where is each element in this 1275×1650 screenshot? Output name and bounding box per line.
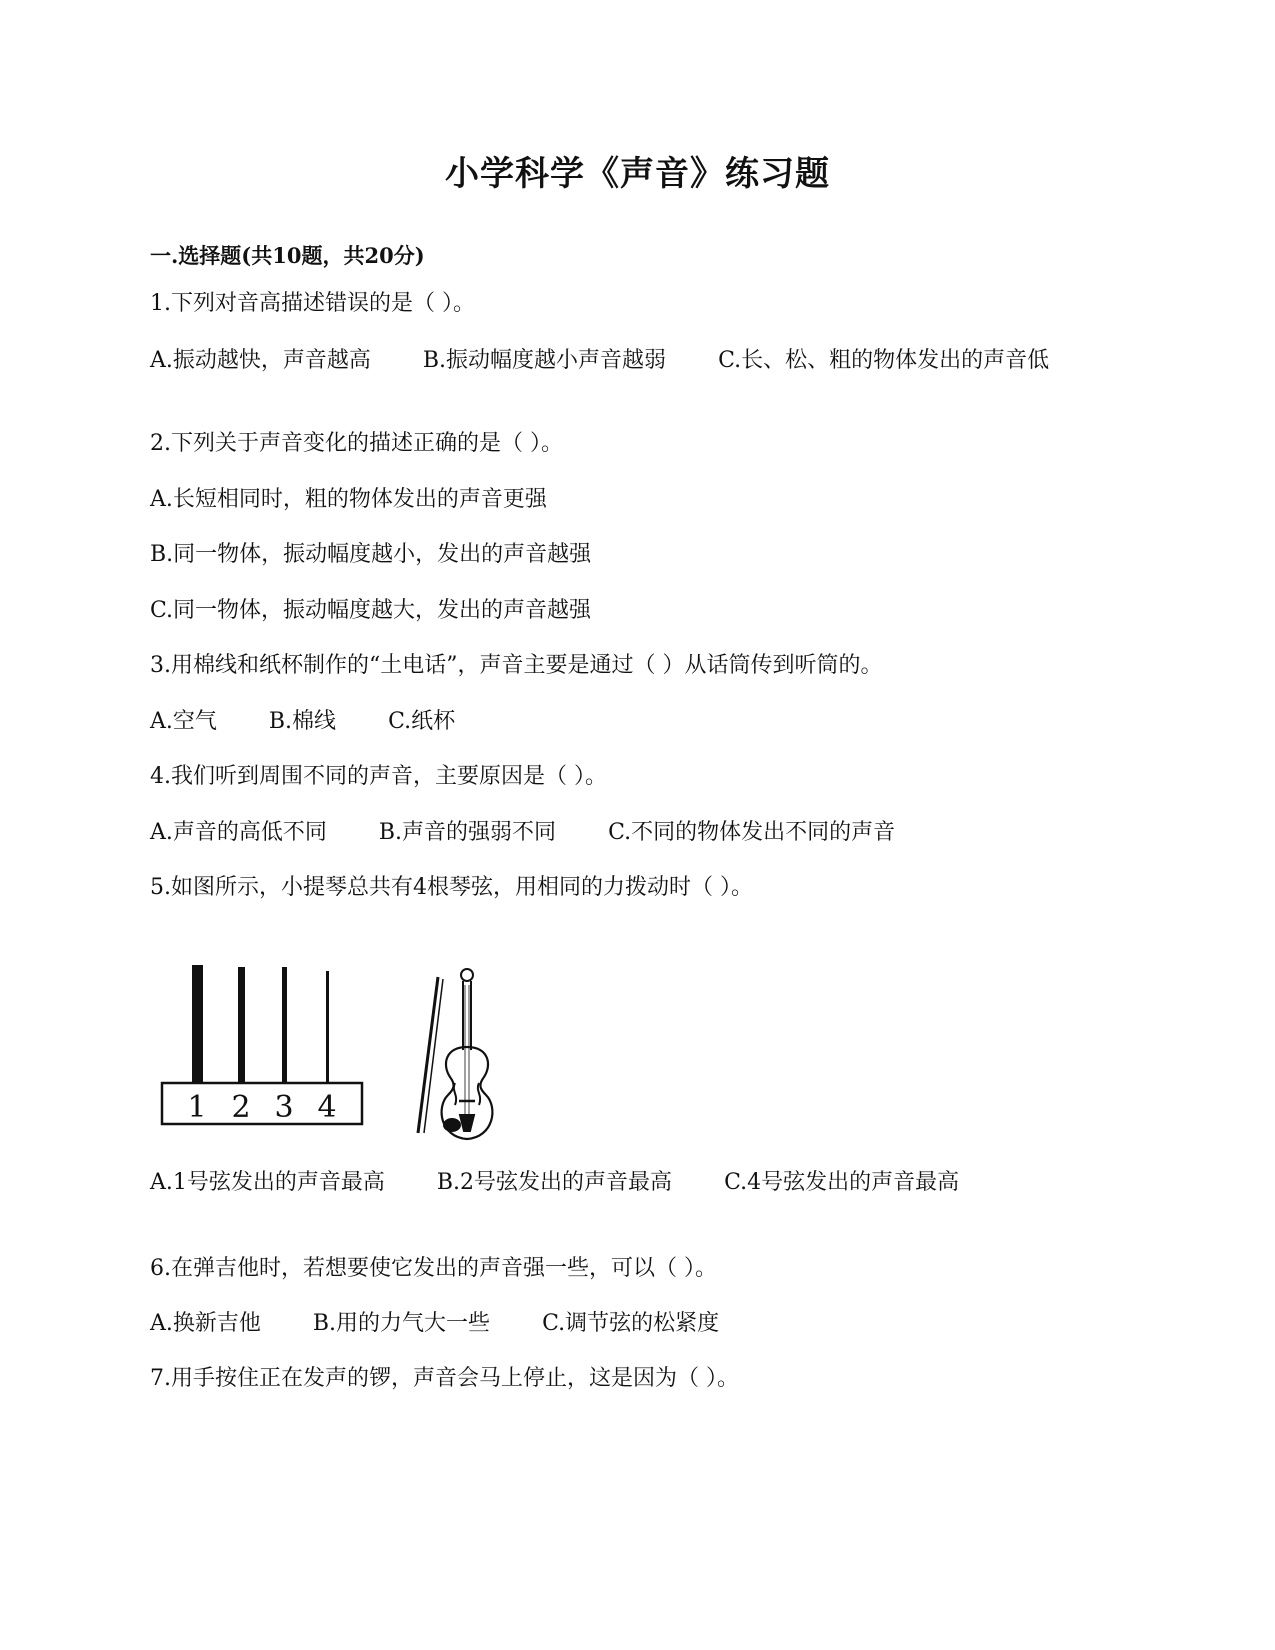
- question-5-figure: [160, 965, 540, 1165]
- string-4: [326, 971, 329, 1083]
- question-3-options: [150, 706, 455, 737]
- question-4-stem: 4.我们听到周围不同的声音，主要原因是（ ）。: [150, 764, 607, 789]
- question-1-option-b: B.振动幅度越小声音越弱: [422, 348, 667, 373]
- question-6-option-a: A.换新吉他: [150, 1311, 261, 1336]
- string-3: [282, 967, 287, 1083]
- question-4-option-c: C.不同的物体发出不同的声音: [608, 820, 896, 845]
- question-5-option-a: A.1号弦发出的声音最高: [150, 1170, 385, 1195]
- page-title: 小学科学《声音》练习题: [445, 154, 830, 194]
- string-label-1: 1: [187, 1090, 207, 1125]
- question-6-stem: 6.在弹吉他时，若想要使它发出的声音强一些，可以（ ）。: [150, 1256, 717, 1281]
- question-6-options: [150, 1308, 719, 1339]
- question-1-options: [150, 345, 1110, 376]
- section-heading: 一.选择题(共10题，共20分): [150, 243, 425, 268]
- question-1-option-c: C.长、松、粗的物体发出的声音低: [718, 348, 1050, 373]
- question-6-option-b: B.用的力气大一些: [312, 1311, 491, 1336]
- question-6-option-c: C.调节弦的松紧度: [542, 1311, 720, 1336]
- string-1: [192, 965, 203, 1083]
- question-5-option-b: B.2号弦发出的声音最高: [436, 1170, 673, 1195]
- question-2-option-b: B.同一物体，振动幅度越小，发出的声音越强: [150, 542, 592, 567]
- question-4-options: [150, 817, 895, 848]
- question-3-stem: 3.用棉线和纸杯制作的“土电话”，声音主要是通过（ ）从话筒传到听筒的。: [150, 653, 883, 678]
- string-2: [238, 967, 245, 1083]
- question-2-option-a: A.长短相同时，粗的物体发出的声音更强: [150, 487, 547, 512]
- string-label-2: 2: [231, 1090, 251, 1125]
- violin-strings-diagram-icon: [160, 965, 540, 1165]
- question-2-option-c: C.同一物体，振动幅度越大，发出的声音越强: [150, 598, 592, 623]
- question-5-options: [150, 1167, 959, 1198]
- string-label-4: 4: [317, 1090, 337, 1125]
- question-4-option-b: B.声音的强弱不同: [378, 820, 557, 845]
- question-5-stem: 5.如图所示，小提琴总共有4根琴弦，用相同的力拨动时（ ）。: [150, 875, 753, 900]
- question-3-option-a: A.空气: [150, 709, 217, 734]
- question-3-option-c: C.纸杯: [388, 709, 456, 734]
- question-2-stem: 2.下列关于声音变化的描述正确的是（ ）。: [150, 431, 563, 456]
- question-3-option-b: B.棉线: [268, 709, 337, 734]
- question-7-stem: 7.用手按住正在发声的锣，声音会马上停止，这是因为（ ）。: [150, 1366, 739, 1391]
- question-5-option-c: C.4号弦发出的声音最高: [724, 1170, 960, 1195]
- string-label-3: 3: [274, 1090, 294, 1125]
- question-4-option-a: A.声音的高低不同: [150, 820, 327, 845]
- violin-icon: [418, 969, 492, 1139]
- question-1-stem: 1.下列对音高描述错误的是（ ）。: [150, 291, 475, 316]
- question-1-option-a: A.振动越快，声音越高: [150, 348, 371, 373]
